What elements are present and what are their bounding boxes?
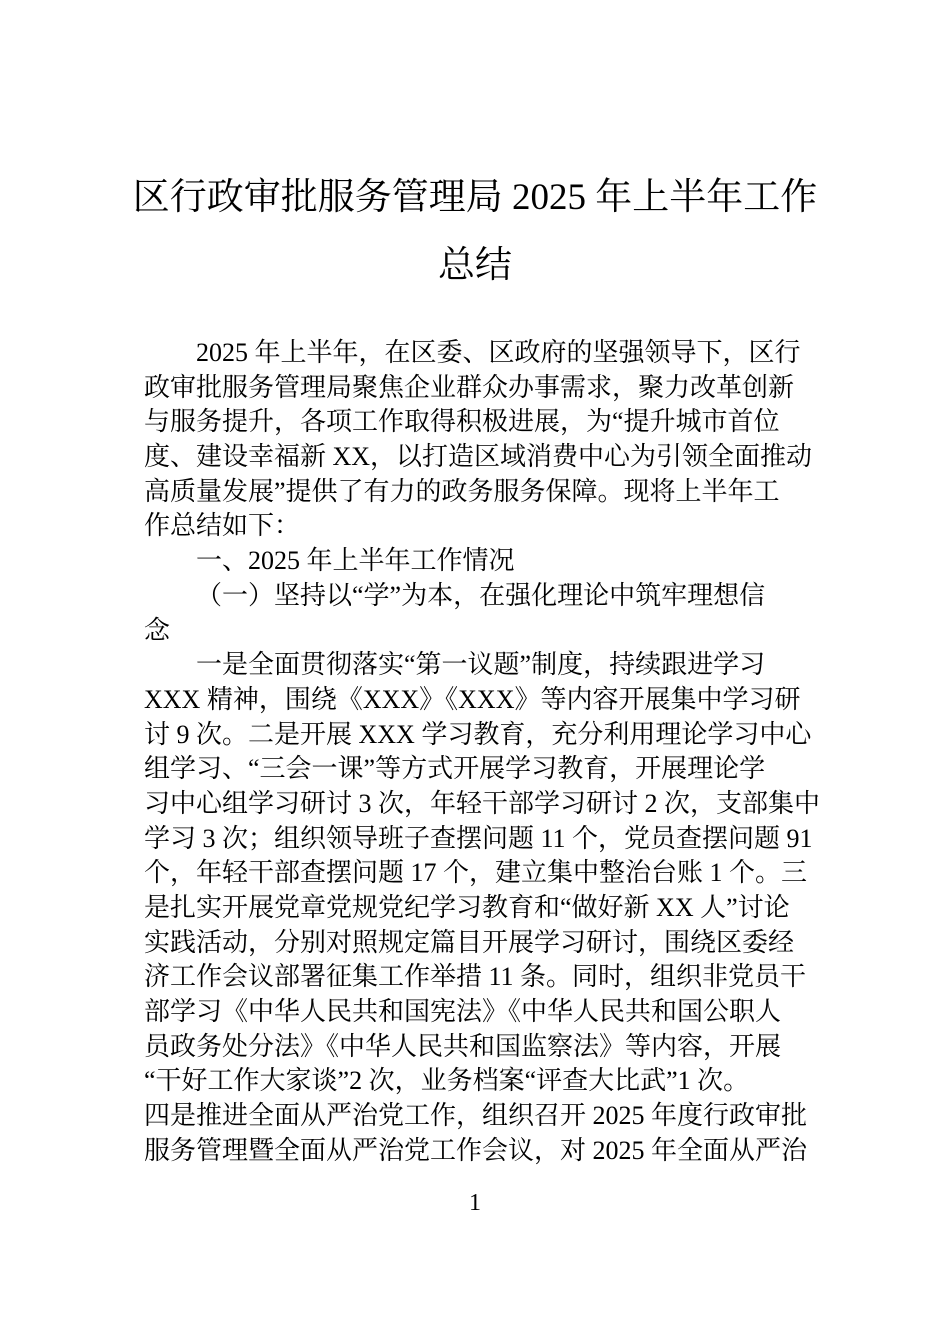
paragraph-line: 2025 年上半年，在区委、区政府的坚强领导下，区行 [196,338,801,367]
paragraph-line: 组学习、“三会一课”等方式开展学习教育，开展理论学 [144,754,766,784]
paragraph-line: 四是推进全面从严治党工作，组织召开 2025 年度行政审批 [144,1101,808,1131]
paragraph-line: 是扎实开展党章党规党纪学习教育和“做好新 XX 人”讨论 [144,893,790,922]
page-number: 1 [469,1190,481,1216]
document-title-line-2: 总结 [438,245,512,286]
paragraph-line: 高质量发展”提供了有力的政务服务保障。现将上半年工 [144,476,780,506]
paragraph-line: 服务管理暨全面从严治党工作会议，对 2025 年全面从严治 [144,1135,808,1165]
paragraph-line: 与服务提升，各项工作取得积极进展，为“提升城市首位 [144,407,780,437]
paragraph-line: 学习 3 次；组织领导班子查摆问题 11 个，党员查摆问题 91 [144,823,813,853]
subsection-heading: （一）坚持以“学”为本，在强化理论中筑牢理想信 [196,580,766,610]
document-title-line-1: 区行政审批服务管理局 2025 年上半年工作 [132,177,818,218]
paragraph-line: 员政务处分法》《中华人民共和国监察法》等内容，开展 [144,1031,782,1061]
paragraph-line: 习中心组学习研讨 3 次，年轻干部学习研讨 2 次，支部集中 [144,788,821,818]
document-body [144,336,821,1169]
paragraph-line: 讨 9 次。二是开展 XXX 学习教育，充分利用理论学习中心 [144,719,812,749]
section-heading: 一、2025 年上半年工作情况 [196,546,515,576]
paragraph-line: 济工作会议部署征集工作举措 11 条。同时，组织非党员干 [144,962,807,992]
paragraph-line: 作总结如下： [144,511,301,541]
paragraph-line: 度、建设幸福新 XX，以打造区域消费中心为引领全面推动 [144,442,813,472]
paragraph-line: 实践活动，分别对照规定篇目开展学习研讨，围绕区委经 [144,927,795,957]
paragraph-line: 部学习《中华人民共和国宪法》《中华人民共和国公职人 [144,997,782,1027]
paragraph-line: XXX 精神，围绕《XXX》《XXX》等内容开展集中学习研 [144,684,801,714]
paragraph-line: 个，年轻干部查摆问题 17 个，建立集中整治台账 1 个。三 [144,858,808,888]
subsection-heading-continued: 念 [144,615,171,645]
paragraph-line: 一是全面贯彻落实“第一议题”制度，持续跟进学习 [196,650,766,680]
paragraph-line: 政审批服务管理局聚焦企业群众办事需求，聚力改革创新 [144,372,795,402]
paragraph-line: “干好工作大家谈”2 次，业务档案“评查大比武”1 次。 [144,1066,750,1096]
